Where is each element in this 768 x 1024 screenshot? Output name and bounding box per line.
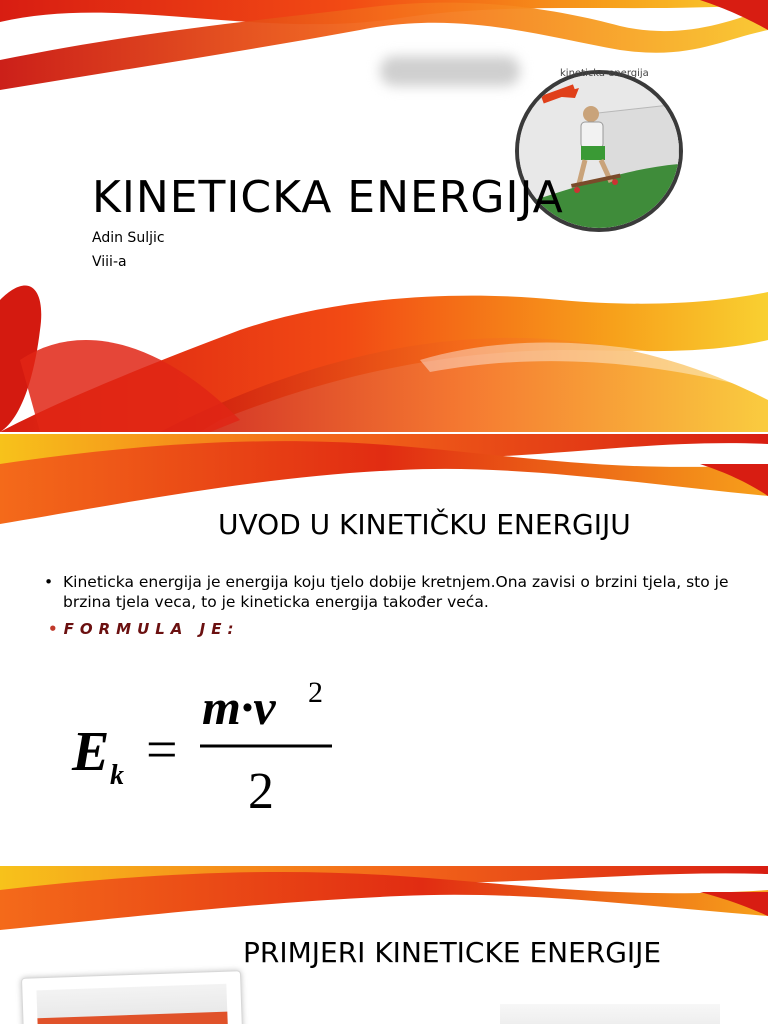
formula-exponent: 2 (308, 678, 323, 709)
slide-examples (0, 866, 768, 1024)
section-title: UVOD U KINETIČKU ENERGIJU (218, 508, 631, 541)
slide-title (0, 0, 768, 432)
formula-lhs-subscript: k (110, 760, 124, 791)
slide-divider (0, 864, 768, 866)
slide-divider (0, 432, 768, 434)
formula-equals: = (146, 719, 178, 781)
example-image (500, 1004, 720, 1024)
bullet-icon: • (48, 620, 58, 638)
slide-title-heading: KINETICKA ENERGIJA (92, 172, 564, 223)
formula-numerator: m·v (202, 679, 276, 735)
kinetic-energy-formula (70, 678, 350, 818)
bullet-icon: • (44, 573, 54, 591)
blurred-header-area (380, 56, 520, 86)
author-name: Adin Suljic (92, 230, 165, 246)
formula-denominator: 2 (248, 763, 274, 818)
formula-label-text: FORMULA JE: (63, 620, 240, 638)
class-label: Viii-a (92, 254, 127, 270)
photo-caption: kineticka energija (560, 68, 649, 79)
formula-lhs: E (72, 721, 110, 783)
slide-intro (0, 434, 768, 866)
bullet-list (44, 572, 734, 612)
section-title: PRIMJERI KINETICKE ENERGIJE (243, 936, 662, 969)
bullet-item (44, 572, 734, 612)
bullet-text: Kineticka energija je energija koju tjelo dobije kretnjem.Ona zavisi o brzini tjela, sto je brzina tjela veca, to je kineticka energija također veća. (63, 573, 729, 611)
decorative-wave-top (0, 866, 768, 936)
example-image-card (21, 970, 243, 1024)
formula-label (48, 620, 239, 638)
